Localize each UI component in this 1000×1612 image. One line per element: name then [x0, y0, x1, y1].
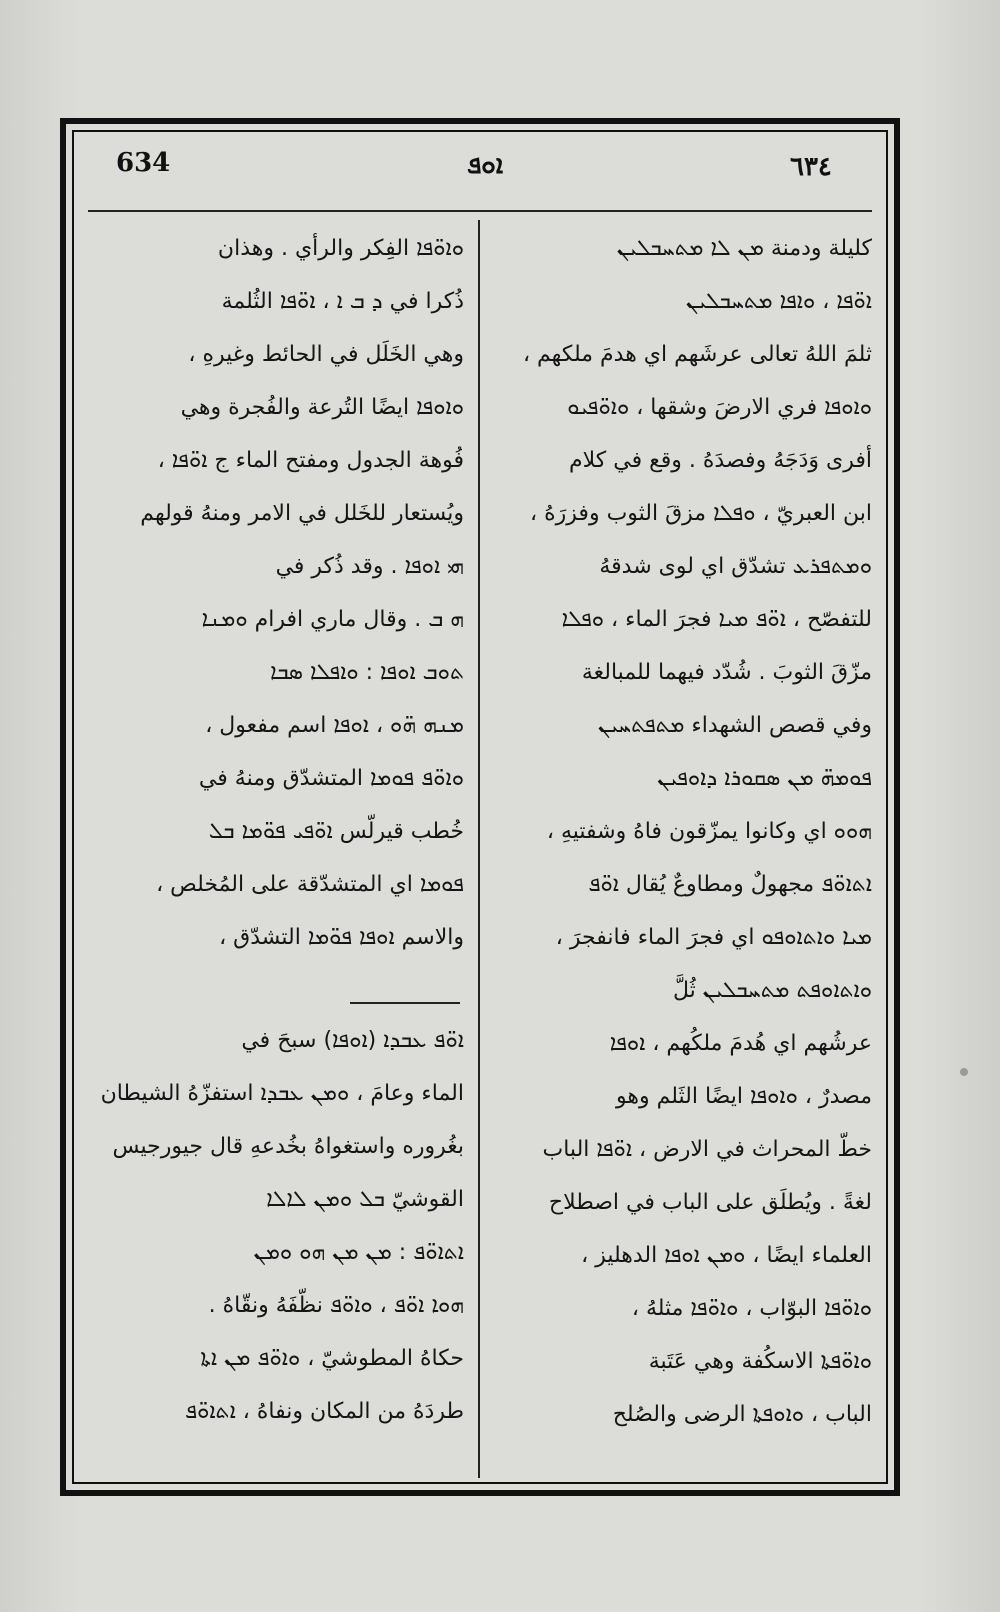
paper-speck [960, 1068, 968, 1076]
text-line: طردَهُ من المكان ونفاهُ ، ܐܬܐܘ̈ܦ [185, 1399, 464, 1424]
text-line: الماء وعامَ ، ܘܡܢ ܥܒܕܐ استفزّهُ الشيطان [100, 1081, 464, 1106]
text-line: حكاهُ المطوشيّ ، ܘܐܘ̈ܦ ܡܢ ܐܬܐ [200, 1346, 464, 1371]
page-number-arabic: ٦٣٤ [790, 152, 832, 182]
text-line: عرشُهم اي هُدمَ ملكُهم ، ܐܘܦܐ [609, 1031, 872, 1056]
text-line: والاسم ܐܘܦܐ ܦܘ̈ܡܐ التشدّق ، [219, 925, 464, 950]
text-line: ܗ ܒ . وقال ماري افرام ܘܡܢܐ [201, 607, 464, 632]
text-line: ܘܐܘܦܐ ايضًا التُرعة والفُجرة وهي [180, 395, 464, 420]
column-divider [478, 220, 480, 1478]
text-line: أفرى وَدَجَهُ وفصدَهُ . وقع في كلام [569, 448, 872, 473]
text-line: وفي قصص الشهداء ܡܬܦܬܚܝܢ [597, 713, 872, 738]
text-line: ܬܘܒ ܐܘܦܐ : ܘܐܦܠܐ ܣܒܐ [270, 660, 464, 685]
text-line: ܡܝܐ ܘܐܬܐܘܦܘ اي فجرَ الماء فانفجرَ ، [555, 925, 872, 950]
text-line: وهي الخَلَل في الحائط وغيرهِ ، [188, 342, 464, 367]
text-line: خُطب قيرلّس ܐܘ̈ܦܝ ܦܘ̈ܡܐ ܒܠ [208, 819, 464, 844]
text-line: ثلمَ اللهُ تعالى عرشَهم اي هدمَ ملكهم ، [522, 342, 872, 367]
text-line: لغةً . ويُطلَق على الباب في اصطلاح [548, 1190, 872, 1215]
text-line: مصدرٌ ، ܘܐܘܦܐ ايضًا الثَلم وهو [615, 1084, 872, 1109]
text-line: ܗܘܐ ܐܘ̈ܦ ، ܘܐܘ̈ܦ نظّفَهُ ونقّاهُ . [208, 1293, 464, 1318]
text-line: القوشيّ ܒܠ ܘܡܢ ܠܐܠܐ [266, 1187, 464, 1212]
left-column-upper [88, 222, 464, 964]
page-number-latin: 634 [116, 148, 171, 178]
text-line: مزّقَ الثوبَ . شُدّد فيهما للمبالغة [581, 660, 872, 685]
text-line: ويُستعار للخَلل في الامر ومنهُ قولهم [140, 501, 464, 526]
right-column [492, 222, 872, 1441]
text-line: ܐܘ̈ܦܐ ، ܘܐܦܐ ܡܬܚܒܠܝܢ [685, 289, 872, 314]
section-divider-rule [350, 1002, 460, 1004]
text-line: ابن العبريّ ، ܘܦܠܐ مزقَ الثوب وفزرَهُ ، [530, 501, 872, 526]
text-line: ܦܘܡܐ اي المتشدّقة على المُخلص ، [156, 872, 464, 897]
text-line: ܘܐܬܐܘܦܬ ܡܬܚܒܠܝܢ ثُلَّ [673, 978, 872, 1003]
text-line: ذُكرا في ܕ ܒ ܐ ، ܐܘ̈ܦܐ الثُلمة [221, 289, 464, 314]
text-line: ܘܐܘ̈ܦܬܐ الاسكُفة وهي عَتَبة [648, 1349, 872, 1374]
text-line: ܘܡܬܦܪܥ تشدّق اي لوى شدقهُ [599, 554, 872, 579]
text-line: ܘܐܘܦܐ فري الارضَ وشقها ، ܘܐܘ̈ܦܝܘ [567, 395, 872, 420]
text-line: ܘܐܘ̈ܦܐ الفِكر والرأي . وهذان [217, 236, 464, 261]
text-line: الباب ، ܘܐܘܦܬܐ الرضى والصُلح [612, 1402, 872, 1427]
text-line: خطّ المحراث في الارض ، ܐܘ̈ܦܐ الباب [542, 1137, 872, 1162]
text-line: ܐܬܐܘ̈ܦ مجهولٌ ومطاوعٌ يُقال ܐܘ̈ܦ [588, 872, 872, 897]
text-line: ܦܘܡܗ̈ ܡܢ ܣܩܘܪܐ ܕܐܘܦܝܢ [657, 766, 872, 791]
text-line: بغُروره واستغواهُ بخُدعهِ قال جيورجيس [112, 1134, 464, 1159]
text-line: ܐܬܐܘ̈ܦ : ܡܢ ܡܢ ܗܘ ܘܡܢ [253, 1240, 464, 1265]
running-head-title: ܐܘܦ [466, 150, 504, 180]
text-line: ܡܢܗ ܗ̈ܘ ، ܐܘܦܐ اسم مفعول ، [205, 713, 464, 738]
text-line: ܗܝ ܐܘܦܐ . وقد ذُكر في [275, 554, 464, 579]
entry-headword-line: ܐܘ̈ܦ ܥܒܕܐ (ܐܘܦܐ) سبحَ في [241, 1028, 464, 1053]
header-rule [88, 210, 872, 212]
text-line: ܗܘܘ اي وكانوا يمزّقون فاهُ وشفتيهِ ، [546, 819, 872, 844]
text-line: ܘܐܘ̈ܦܐ البوّاب ، ܘܐܘ̈ܦܐ مثلهُ ، [631, 1296, 872, 1321]
left-column-lower [88, 1014, 464, 1438]
text-line: العلماء ايضًا ، ܘܡܢ ܐܘܦܐ الدهليز ، [581, 1243, 872, 1268]
text-line: ܘܐܘ̈ܦ ܦܘܡܐ المتشدّق ومنهُ في [198, 766, 464, 791]
text-line: فُوهة الجدول ومفتح الماء ج ܐܘ̈ܦܐ ، [157, 448, 464, 473]
text-line: للتفصّح ، ܐܘ̈ܦ ܡܝܐ فجرَ الماء ، ܘܦܠܐ [561, 607, 872, 632]
text-line: كليلة ودمنة ܡܢ ܠܐ ܡܬܚܒܠܝܢ [616, 236, 872, 261]
